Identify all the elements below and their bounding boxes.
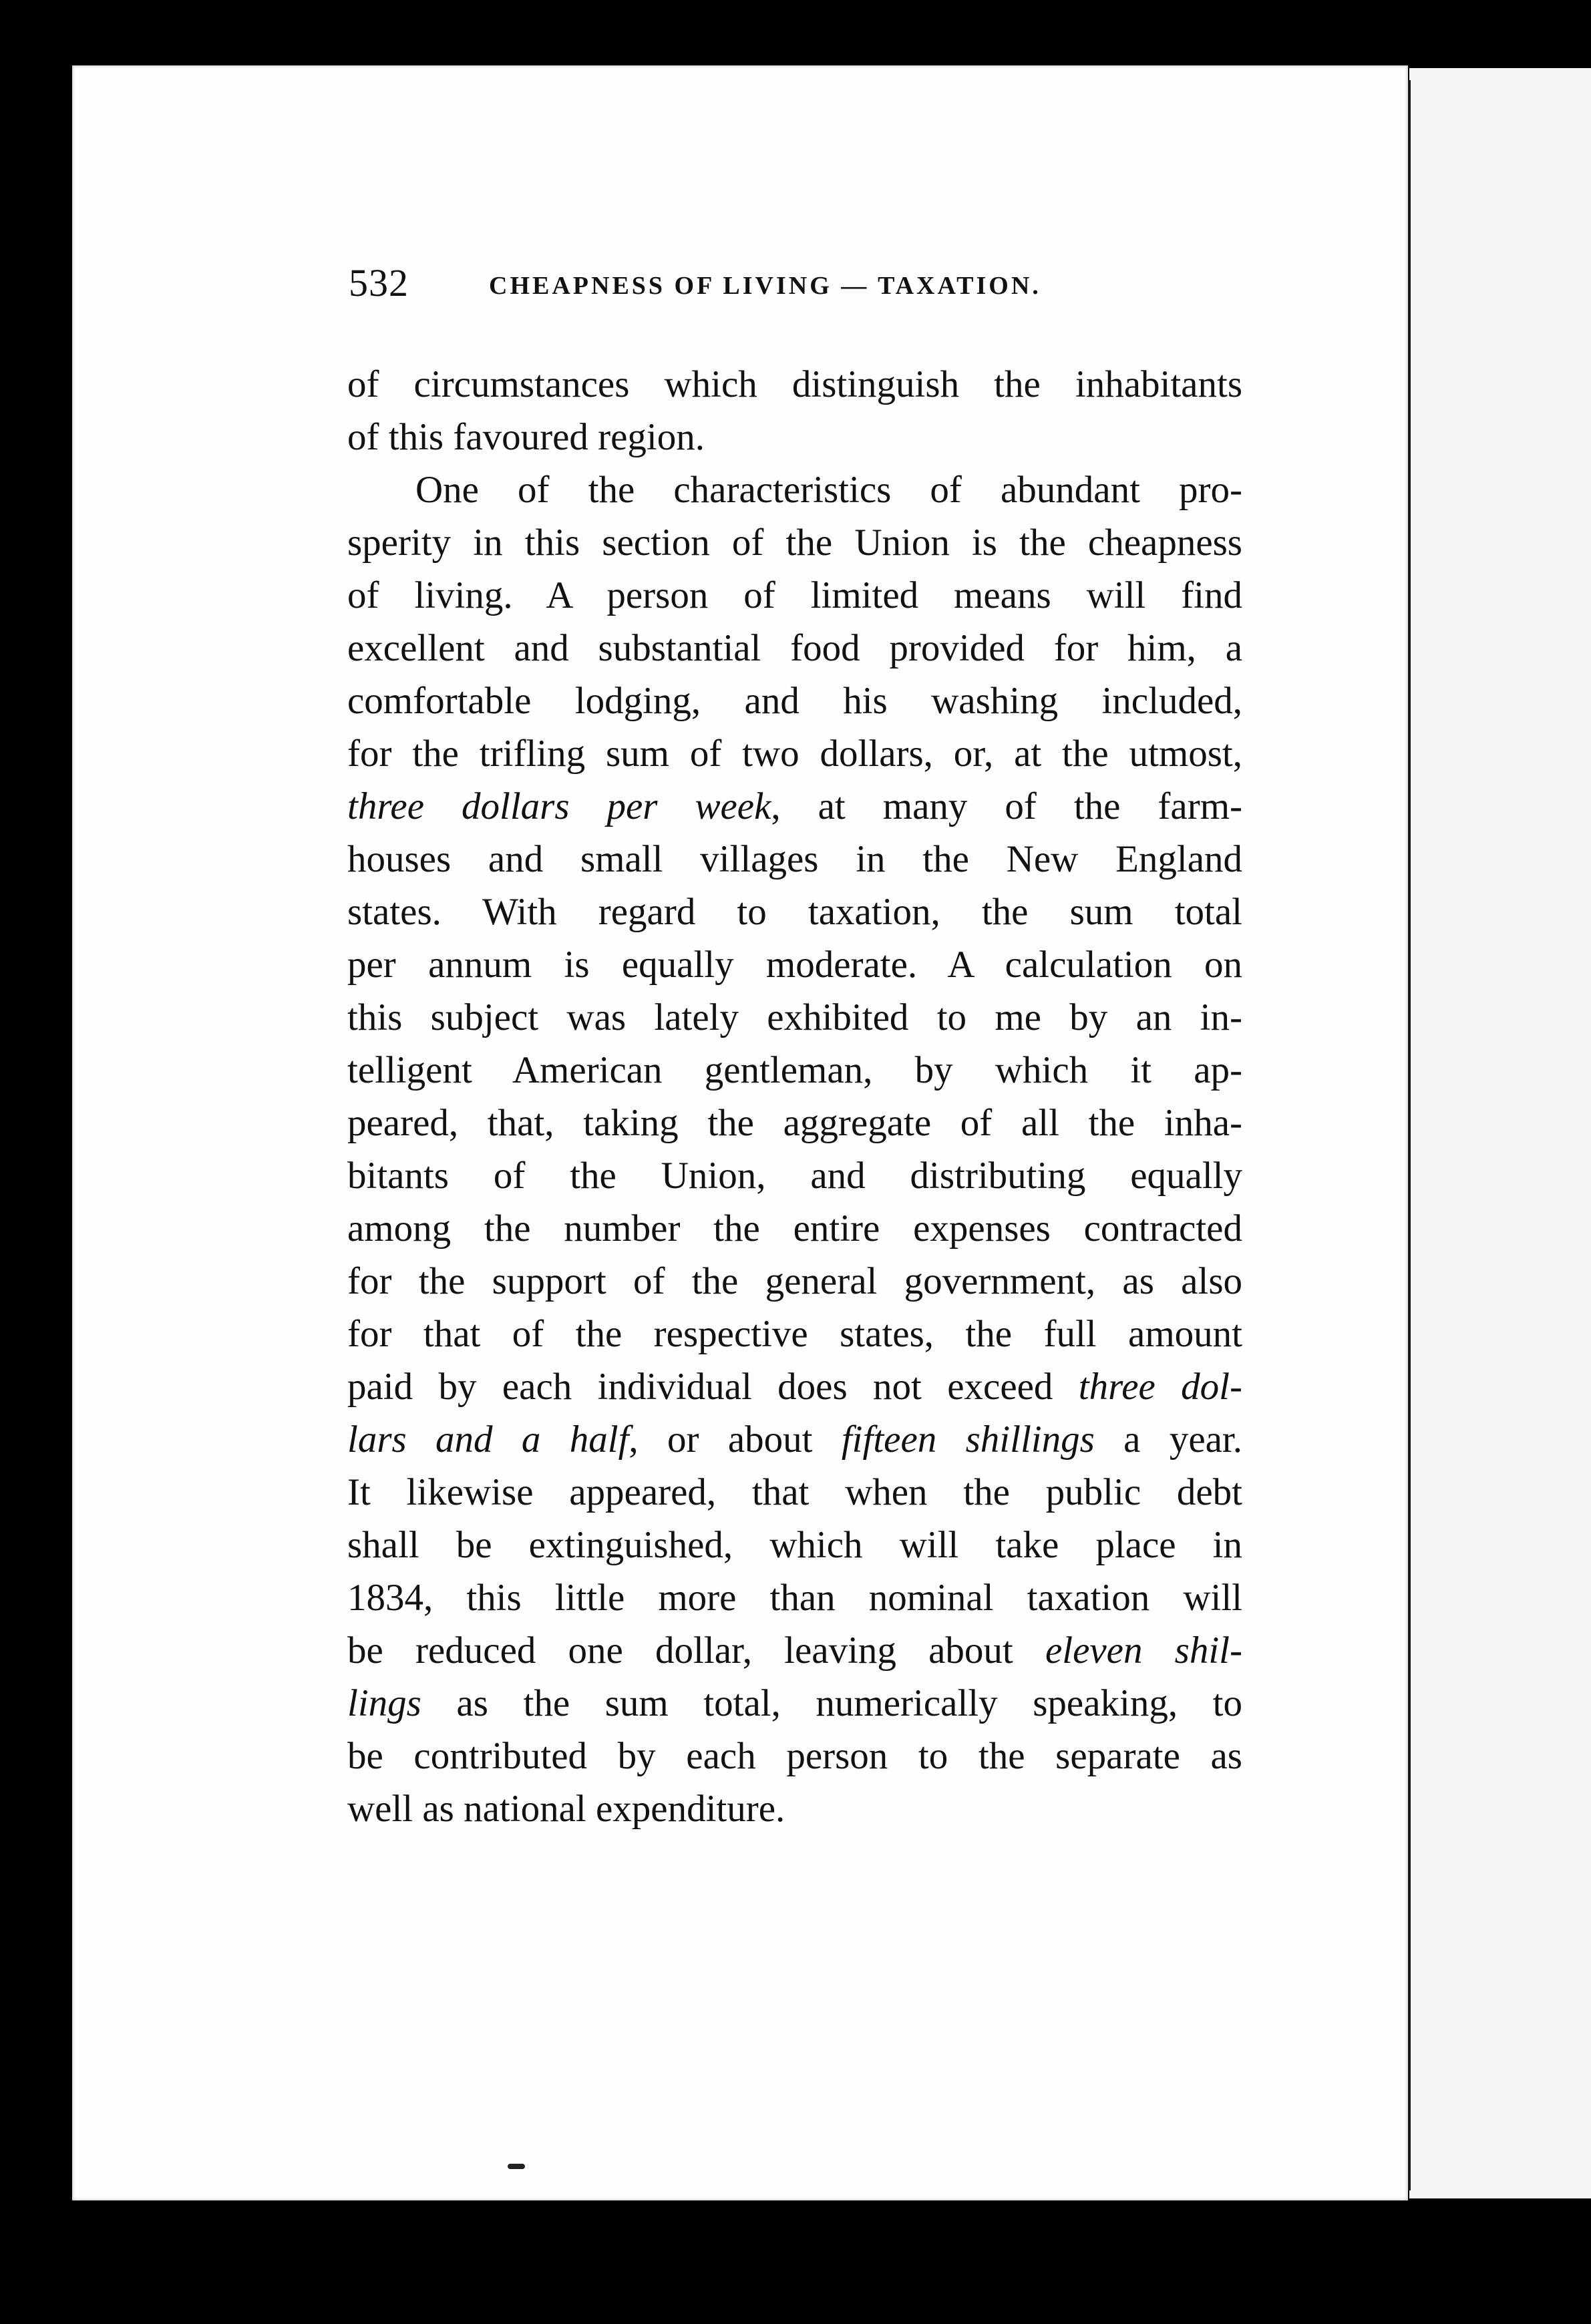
running-title: CHEAPNESS OF LIVING — TAXATION.: [489, 272, 1041, 300]
text-line: of living. A person of limited means will find: [347, 574, 1242, 616]
text-line: telligent American gentleman, by which it ap-: [347, 1049, 1242, 1091]
text-line: three dollars per week, at many of the farm-: [347, 785, 1242, 827]
italic-phrase: three dollars per week: [347, 785, 771, 827]
italic-phrase: lars and a half: [347, 1418, 629, 1461]
italic-phrase: three dol-: [1078, 1366, 1242, 1408]
italic-phrase: fifteen shillings: [841, 1418, 1095, 1461]
text-line: well as national expenditure.: [347, 1788, 785, 1830]
text-line: paid by each individual does not exceed three dol-: [347, 1366, 1242, 1408]
text-line: shall be extinguished, which will take place in: [347, 1524, 1242, 1566]
text-line: of circumstances which distinguish the inhabitants: [347, 363, 1242, 405]
text-line: excellent and substantial food provided for him, a: [347, 627, 1242, 669]
text-line: houses and small villages in the New England: [347, 838, 1242, 880]
text-line: for the support of the general government, as also: [347, 1260, 1242, 1302]
italic-phrase: lings: [347, 1682, 421, 1724]
text-line: be reduced one dollar, leaving about eleven shil-: [347, 1629, 1242, 1672]
text-line: peared, that, taking the aggregate of all the inha-: [347, 1102, 1242, 1144]
page-header: [349, 256, 1117, 310]
text-line: for the trifling sum of two dollars, or, at the utmost,: [347, 733, 1242, 775]
text-line: states. With regard to taxation, the sum total: [347, 891, 1242, 933]
text-line: among the number the entire expenses contracted: [347, 1207, 1242, 1249]
text-line: 1834, this little more than nominal taxation will: [347, 1577, 1242, 1619]
ink-mark: [508, 2164, 525, 2169]
text-line: One of the characteristics of abundant pro-: [415, 469, 1242, 511]
page-body: [347, 358, 1242, 1835]
text-line: It likewise appeared, that when the public debt: [347, 1471, 1242, 1513]
text-line: this subject was lately exhibited to me by an in-: [347, 996, 1242, 1038]
text-line: bitants of the Union, and distributing equally: [347, 1155, 1242, 1197]
text-line: per annum is equally moderate. A calculation on: [347, 944, 1242, 986]
text-line: lars and a half, or about fifteen shillings a year.: [347, 1418, 1242, 1461]
text-line: comfortable lodging, and his washing included,: [347, 680, 1242, 722]
text-line: be contributed by each person to the separate as: [347, 1735, 1242, 1777]
text-line: of this favoured region.: [347, 416, 705, 458]
page-number: 532: [349, 261, 409, 305]
adjacent-page-edge: [1409, 68, 1591, 2198]
italic-phrase: eleven shil-: [1045, 1629, 1242, 1672]
text-line: sperity in this section of the Union is the cheapness: [347, 522, 1242, 564]
text-line: for that of the respective states, the full amount: [347, 1313, 1242, 1355]
text-line: lings as the sum total, numerically speaking, to: [347, 1682, 1242, 1724]
